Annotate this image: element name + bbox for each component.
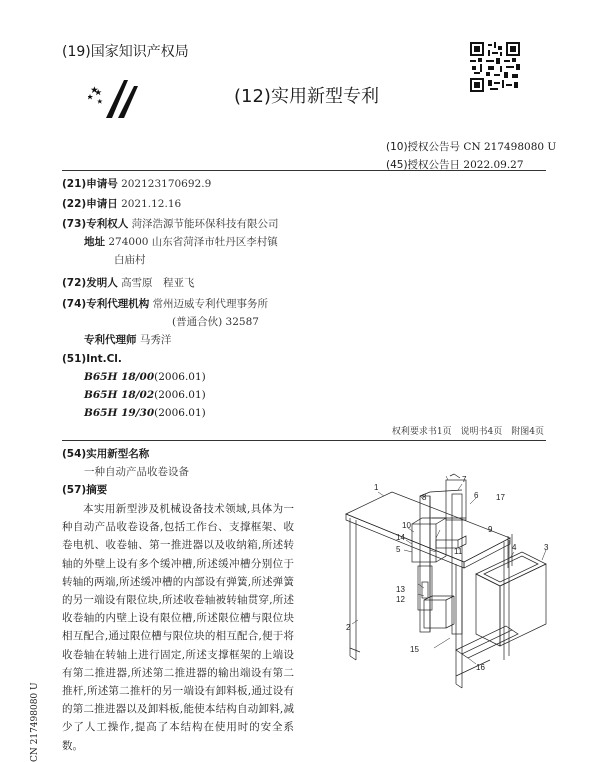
figure-label: 4 <box>512 543 517 552</box>
ipc-version: (2006.01) <box>154 371 206 383</box>
ipc-version: (2006.01) <box>154 389 206 401</box>
figure-label: 1 <box>374 483 379 492</box>
side-publication-number: CN 217498080 U <box>30 682 40 762</box>
figure-label: 12 <box>396 595 405 604</box>
application-date <box>62 196 181 211</box>
header-divider <box>62 170 546 171</box>
inventors <box>62 275 195 290</box>
patentee <box>62 216 279 231</box>
figure-label: 11 <box>454 547 463 556</box>
figure-label: 15 <box>410 645 419 654</box>
ipc-code: B65H 18/02 <box>84 389 155 401</box>
agency <box>62 296 268 311</box>
agent <box>84 332 171 347</box>
publication-number-value: CN 217498080 U <box>463 141 557 153</box>
office-name: (19)国家知识产权局 <box>62 44 189 60</box>
winding-motor <box>412 524 436 562</box>
figure-label: 7 <box>462 475 467 484</box>
figure-label: 13 <box>396 585 405 594</box>
application-number-value: 202123170692.9 <box>121 178 212 190</box>
first-pusher <box>424 600 446 628</box>
publication-date-value: 2022.09.27 <box>463 159 524 171</box>
patentee-value: 菏泽浩源节能环保科技有限公司 <box>131 218 279 230</box>
patent-type: (12)实用新型专利 <box>234 86 379 107</box>
equipment-drawing <box>300 470 554 692</box>
application-number <box>62 176 211 191</box>
address-line-2: 白庙村 <box>114 254 146 266</box>
agency-line-1: 常州迈威专利代理事务所 <box>152 298 269 310</box>
work-table <box>346 492 510 562</box>
patentee-label: (73)专利权人 <box>62 218 129 230</box>
ipc-code: B65H 18/00 <box>84 371 155 383</box>
ipc-entry <box>84 371 206 383</box>
figure-label: 3 <box>544 543 549 552</box>
cnipa-logo-icon <box>88 78 148 122</box>
figure-label: 5 <box>396 545 401 554</box>
publication-date-label: (45)授权公告日 <box>386 159 461 171</box>
ipc-entry <box>84 389 206 401</box>
ipc-code: B65H 19/30 <box>84 407 155 419</box>
agent-label: 专利代理师 <box>84 334 137 346</box>
address-label: 地址 <box>84 236 105 248</box>
figure-label: 9 <box>488 525 493 534</box>
ipc-version: (2006.01) <box>154 407 206 419</box>
utility-model-title-label: (54)实用新型名称 <box>62 448 150 460</box>
agency-line-2: (普通合伙) 32587 <box>172 316 259 328</box>
application-number-label: (21)申请号 <box>62 178 118 190</box>
inventors-value: 高雪原 程亚飞 <box>121 277 195 289</box>
abstract-text: 本实用新型涉及机械设备技术领域,具体为一种自动产品收卷设备,包括工作台、支撑框架、收卷电机、收卷轴、第一推进器以及收纳箱,所述转轴的外壁上设有多个缓冲槽,所述缓冲槽分别位于转轴的两端,所述缓冲槽的内部设有弹簧,所述弹簧的另一端设有限位块,所述收卷轴被转轴贯穿,所述收卷轴的内壁上设有限位槽,所述限位槽与限位块相互配合,通过限位槽与限位块的相互配合,便于将收卷轴在转轴上进行固定,所述支撑框架的上端设有第二推进器,所述第二推进器的输出端设有第二推杆,所述第二推杆的另一端设有卸料板,通过设有的第二推进器以及卸料板,能使本结构自动卸料,减少了人工操作,提高了本结构在使用时的安全系数。 <box>62 503 294 752</box>
figure-label: 8 <box>422 493 427 502</box>
figure-label: 16 <box>476 663 485 672</box>
utility-model-title-heading <box>62 446 149 461</box>
support-frame <box>420 496 430 632</box>
application-date-value: 2021.12.16 <box>121 198 182 210</box>
figure-label: 2 <box>346 623 351 632</box>
table-leg <box>456 564 462 688</box>
figure-label: 17 <box>496 493 505 502</box>
utility-model-title: 一种自动产品收卷设备 <box>84 466 189 478</box>
abstract-label: (57)摘要 <box>62 484 108 496</box>
ipc-label: (51)Int.Cl. <box>62 353 122 365</box>
page-counts: 权利要求书1页 说明书4页 附图4页 <box>391 427 544 437</box>
ipc-heading <box>62 353 122 365</box>
figure-label: 10 <box>402 521 411 530</box>
abstract-heading <box>62 482 107 497</box>
address <box>84 234 278 249</box>
address-line-1: 274000 山东省菏泽市牡丹区李村镇 <box>108 236 278 248</box>
application-date-label: (22)申请日 <box>62 198 118 210</box>
publication-number <box>386 139 556 154</box>
publication-number-label: (10)授权公告号 <box>386 141 461 153</box>
agency-label: (74)专利代理机构 <box>62 298 150 310</box>
section-divider <box>62 440 546 441</box>
agent-value: 马秀洋 <box>139 334 172 346</box>
table-leg <box>350 518 356 660</box>
ipc-entry <box>84 407 206 419</box>
figure-label: 6 <box>474 491 479 500</box>
figure-label: 14 <box>396 533 405 542</box>
qr-code-icon <box>470 42 520 92</box>
inventors-label: (72)发明人 <box>62 277 118 289</box>
